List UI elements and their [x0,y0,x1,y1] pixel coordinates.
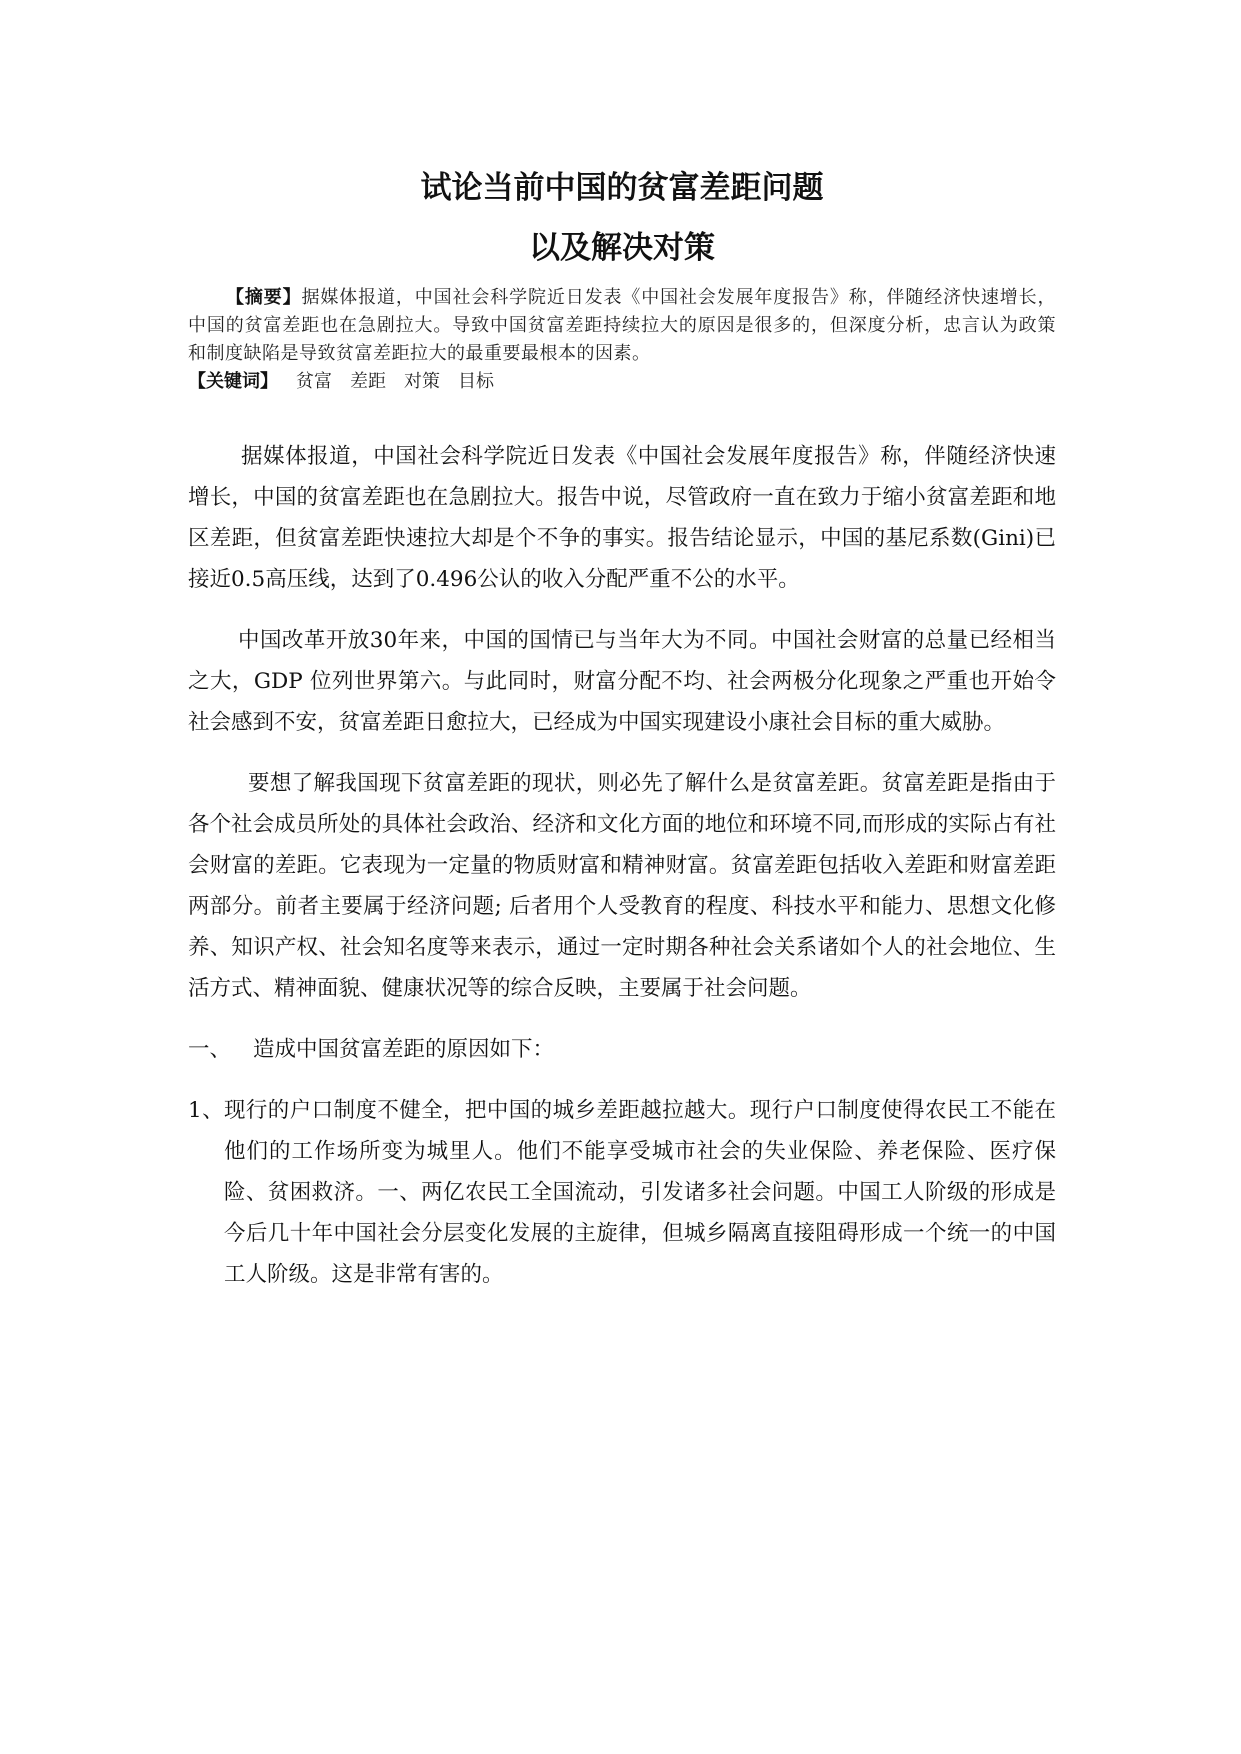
abstract-text: 据媒体报道，中国社会科学院近日发表《中国社会发展年度报告》称，伴随经济快速增长，中国的贫富差距也在急剧拉大。导致中国贫富差距持续拉大的原因是很多的，但深度分析，忠言认为政策和制度缺陷是导致贫富差距拉大的最重要最根本的因素。 [188,287,1057,364]
document-page [188,158,1056,1295]
list-item-text: 现行的户口制度不健全，把中国的城乡差距越拉越大。现行户口制度使得农民工不能在他们的工作场所变为城里人。他们不能享受城市社会的失业保险、养老保险、医疗保险、贫困救济。一、两亿农民工全国流动，引发诸多社会问题。中国工人阶级的形成是今后几十年中国社会分层变化发展的主旋律，但城乡隔离直接阻碍形成一个统一的中国工人阶级。这是非常有害的。 [224,1098,1056,1287]
keywords-label: 【关键词】 [188,371,278,392]
keyword: 差距 [350,371,386,392]
section-number: 一、 [188,1037,232,1062]
keyword: 对策 [404,371,440,392]
abstract [188,284,1056,368]
body-paragraph-3: 要想了解我国现下贫富差距的现状，则必先了解什么是贫富差距。贫富差距是指由于各个社会成员所处的具体社会政治、经济和文化方面的地位和环境不同,而形成的实际占有社会财富的差距。它表现为一定量的物质财富和精神财富。贫富差距包括收入差距和财富差距两部分。前者主要属于经济问题; 后者用个人受教育的程度、科技水平和能力、思想文化修养、知识产权、社会知名度等来表示，通过一定时期各种社会关系诸如个人的社会地位、生活方式、精神面貌、健康状况等的综合反映，主要属于社会问题。 [188,771,1056,1001]
list-item-number: 1、 [188,1098,224,1123]
abstract-label: 【摘要】 [226,287,302,308]
body-paragraph-2: 中国改革开放30年来，中国的国情已与当年大为不同。中国社会财富的总量已经相当之大，GDP 位列世界第六。与此同时，财富分配不均、社会两极分化现象之严重也开始令社会感到不安，贫富差距日愈拉大，已经成为中国实现建设小康社会目标的重大威胁。 [188,628,1056,735]
document-title-line-2: 以及解决对策 [529,230,715,266]
section-heading-text: 造成中国贫富差距的原因如下： [253,1037,555,1062]
keywords [188,368,1056,396]
body-paragraph-1: 据媒体报道，中国社会科学院近日发表《中国社会发展年度报告》称，伴随经济快速增长，中国的贫富差距也在急剧拉大。报告中说，尽管政府一直在致力于缩小贫富差距和地区差距，但贫富差距快速拉大却是个不争的事实。报告结论显示，中国的基尼系数(Gini)已接近0.5高压线，达到了0.496公认的收入分配严重不公的水平。 [188,444,1056,592]
document-title-line-1: 试论当前中国的贫富差距问题 [420,170,824,206]
keyword: 贫富 [296,371,332,392]
section-heading [188,1029,1056,1070]
list-item [188,1090,1056,1295]
keyword: 目标 [458,371,494,392]
